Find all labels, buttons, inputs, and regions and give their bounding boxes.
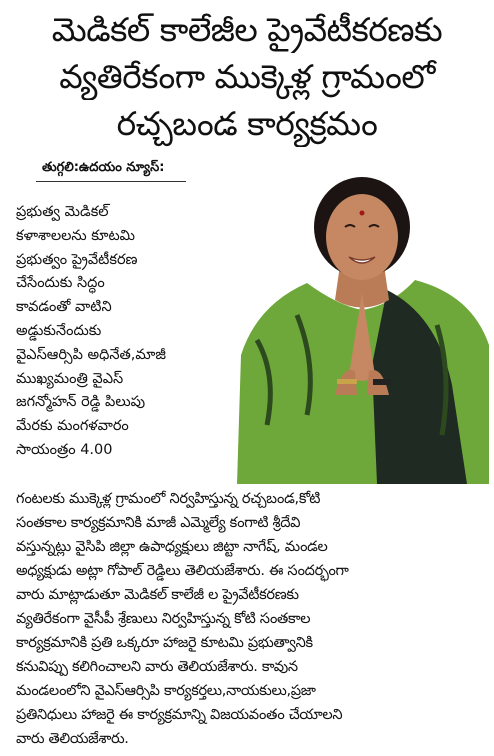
article-line: ప్రభుత్వం ప్రైవేటీకరణ <box>16 251 138 268</box>
article-line: చేసేందుకు సిద్ధం <box>16 275 105 292</box>
headline-line: వ్యతిరేకంగా ముక్కెళ్ల గ్రామంలో <box>59 57 435 96</box>
headline-line: రచ్చబండ కార్యక్రమం <box>116 104 378 143</box>
portrait-photo <box>237 165 489 484</box>
article-body-wide <box>16 487 486 751</box>
article-line: కళాశాలలను కూటమి <box>16 227 135 244</box>
article-line: వారు మాట్లాడుతూ మెడికల్ కాలేజీ ల ప్రైవేటీకరణకు <box>16 587 299 603</box>
face-shape <box>326 194 398 280</box>
article-line: అడ్డుకునేందుకు <box>16 322 102 339</box>
article-line: జగన్మోహన్ రెడ్డి పిలుపు <box>16 394 146 411</box>
article-line: ప్రతినిధులు హాజరై ఈ కార్యక్రమాన్ని విజయవంతం చేయాలని <box>16 707 343 723</box>
article-line: అధ్యక్షుడు అట్లా గోపాల్ రెడ్డిలు తెలియజేశారు. ఈ సందర్భంగా <box>16 563 349 579</box>
article-line: సంతకాల కార్యక్రమానికి మాజీ ఎమ్మెల్యే కంగాటి శ్రీదేవి <box>16 515 301 531</box>
article-line: ప్రభుత్వ మెడికల్ <box>16 204 109 220</box>
headline-line: మెడికల్ కాలేజీల ప్రైవేటీకరణకు <box>51 10 443 49</box>
article-line: సాయంత్రం 4.00 <box>16 441 113 458</box>
article-line: వారు తెలియజేశారు. <box>16 731 129 747</box>
portrait-illustration <box>237 165 489 484</box>
article-line: కార్యక్రమానికి ప్రతి ఒక్కరూ హాజరై కూటమి ప్రభుత్వానికి <box>16 635 313 651</box>
dateline: తుగ్గలి:ఉదయం న్యూస్: <box>42 160 165 175</box>
dateline-underline <box>36 181 186 182</box>
article-line: గంటలకు ముక్కెళ్ల గ్రామంలో నిర్వహిస్తున్న రచ్చబండ,కోటి <box>16 491 321 507</box>
watch <box>373 379 391 385</box>
article-line: వైఎస్ఆర్సిపి అధినేత,మాజీ <box>16 346 166 363</box>
article-line: మేరకు మంగళవారం <box>16 418 129 435</box>
article-line: మండలంలోని వైఎస్ఆర్సిపి కార్యకర్తలు,నాయకులు,ప్రజా <box>16 683 316 699</box>
article-line: వస్తున్నట్లు వైసిపి జిల్లా ఉపాధ్యక్షులు జిట్టా నాగేష్, మండల <box>16 539 328 555</box>
headline <box>8 6 486 147</box>
article-line: కావడంతో వాటిని <box>16 299 112 316</box>
bindi <box>360 211 365 216</box>
bangles <box>337 379 357 384</box>
article-line: కనువిప్పు కలిగించాలని వారు తెలియజేశారు. కావున <box>16 659 298 675</box>
article-body-narrow <box>16 201 231 463</box>
article-line: వ్యతిరేకంగా వైసీపీ శ్రేణులు నిర్వహిస్తున్న కోటి సంతకాల <box>16 611 311 627</box>
article-line: ముఖ్యమంత్రి వైఎస్ <box>16 370 124 387</box>
